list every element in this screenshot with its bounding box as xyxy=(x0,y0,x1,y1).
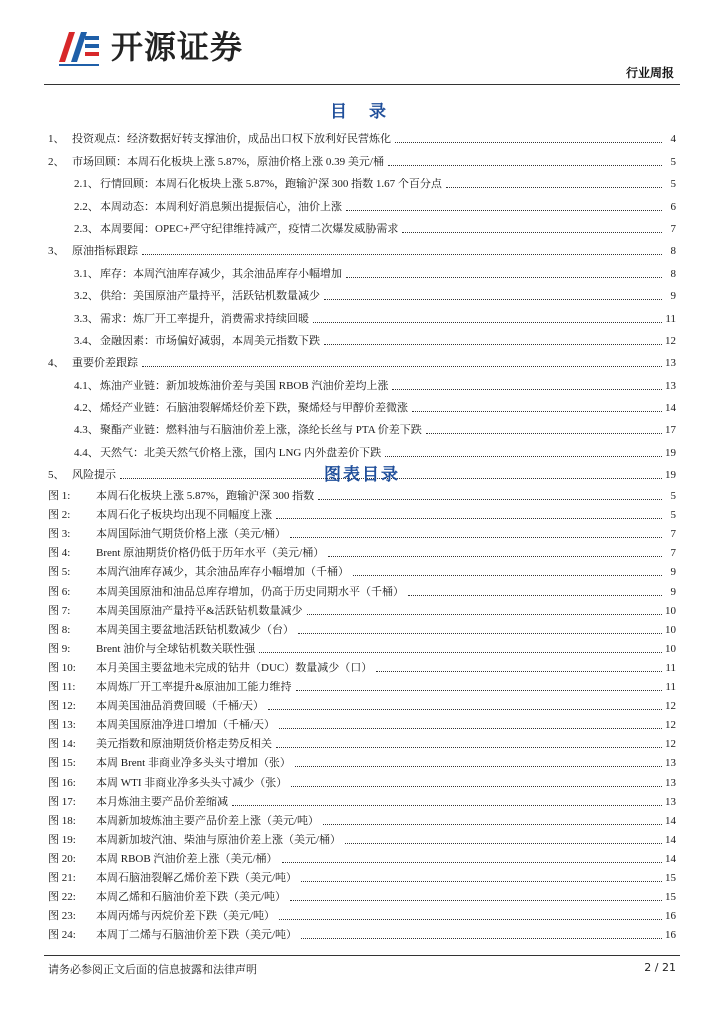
figure-entry[interactable] xyxy=(48,923,676,942)
figure-entry-text: 本周乙烯和石脑油价差下跌（美元/吨） xyxy=(96,891,287,904)
toc-entry-page: 19 xyxy=(665,469,676,482)
toc-entry-leader xyxy=(142,366,662,367)
figure-entry-text: 本周炼厂开工率提升&原油加工能力维持 xyxy=(96,681,292,694)
toc-entry[interactable] xyxy=(48,258,676,280)
figure-entry[interactable] xyxy=(48,770,676,789)
toc-entry-page: 19 xyxy=(665,446,676,459)
figure-entry-number: 图 7: xyxy=(48,604,71,617)
toc-entry-number: 4.3、 xyxy=(74,424,99,437)
figure-entry-text: 本周 RBOB 汽油价差上涨（美元/桶） xyxy=(96,852,278,865)
figure-entry[interactable] xyxy=(48,885,676,904)
toc-entry-page: 9 xyxy=(670,290,676,303)
toc-entry-text: 原油指标跟踪 xyxy=(72,245,138,258)
page-header xyxy=(0,0,724,90)
toc-entry-page: 13 xyxy=(665,357,676,370)
figure-entry-page: 9 xyxy=(670,585,676,598)
figure-entry-text: 本周 Brent 非商业净多头头寸增加（张） xyxy=(96,757,291,770)
toc-entry-number: 3.1、 xyxy=(74,267,99,280)
footer-divider xyxy=(44,955,680,956)
figure-entry-page: 13 xyxy=(665,757,676,770)
figure-entry-leader xyxy=(276,518,662,519)
toc-entry-text: 投资观点：经济数据好转支撑油价，成品出口权下放利好民营炼化 xyxy=(72,133,391,146)
toc-entry-leader xyxy=(346,210,662,211)
figure-entry-leader xyxy=(323,824,662,825)
figure-entry-leader xyxy=(353,575,662,576)
figure-entry[interactable] xyxy=(48,675,676,694)
figure-entry-leader xyxy=(318,499,662,500)
figure-entry-leader xyxy=(290,537,662,538)
figure-entry-leader xyxy=(259,652,662,653)
figure-entry[interactable] xyxy=(48,579,676,598)
figure-entry-leader xyxy=(232,805,662,806)
figure-entry-number: 图 15: xyxy=(48,757,76,770)
figure-entry[interactable] xyxy=(48,694,676,713)
figure-entry-leader xyxy=(301,881,662,882)
figure-entry-text: 本周新加坡汽油、柴油与原油价差上涨（美元/桶） xyxy=(96,833,342,846)
toc-title: 目 录 xyxy=(330,102,394,122)
figure-entry-number: 图 11: xyxy=(48,681,76,694)
figure-entry[interactable] xyxy=(48,790,676,809)
figure-entry-leader xyxy=(298,633,662,634)
figure-entry-page: 9 xyxy=(670,566,676,579)
figure-entry[interactable] xyxy=(48,637,676,656)
figure-entry-text: Brent 原油期货价格仍低于历年水平（美元/桶） xyxy=(96,547,325,560)
figure-entry-text: 本周丙烯与丙烷价差下跌（美元/吨） xyxy=(96,910,276,923)
toc-entry[interactable] xyxy=(48,281,676,303)
toc-entry-page: 12 xyxy=(665,334,676,347)
figure-entry-number: 图 4: xyxy=(48,547,71,560)
figure-entry[interactable] xyxy=(48,599,676,618)
toc-entry-leader xyxy=(395,142,662,143)
figure-list-title: 图表目录 xyxy=(324,465,400,485)
toc-entry-text: 天然气：北美天然气价格上涨，国内 LNG 内外盘差价下跌 xyxy=(100,446,382,459)
figure-entry-number: 图 23: xyxy=(48,910,76,923)
figure-entry-page: 14 xyxy=(665,833,676,846)
figure-entry[interactable] xyxy=(48,656,676,675)
figure-entry-page: 16 xyxy=(665,929,676,942)
figure-entry-number: 图 6: xyxy=(48,585,71,598)
toc-entry-page: 7 xyxy=(670,222,676,235)
toc-entry-leader xyxy=(313,322,662,323)
toc-entry[interactable] xyxy=(48,146,676,168)
figure-entry-page: 12 xyxy=(665,700,676,713)
figure-entry[interactable] xyxy=(48,618,676,637)
toc-entry-number: 4.1、 xyxy=(74,379,99,392)
toc-entry-text: 本周要闻：OPEC+严守纪律维持减产，疫情二次爆发威胁需求 xyxy=(100,222,399,235)
figure-entry[interactable] xyxy=(48,866,676,885)
toc-list xyxy=(48,124,676,482)
report-type-label: 行业周报 xyxy=(625,66,674,80)
toc-entry-leader xyxy=(388,165,662,166)
brand-logo-icon xyxy=(55,22,107,68)
toc-entry[interactable] xyxy=(48,214,676,236)
figure-entry-page: 15 xyxy=(665,871,676,884)
figure-entry-leader xyxy=(307,614,662,615)
toc-entry-number: 4、 xyxy=(48,357,65,370)
figure-entry-text: 本周石化板块上涨 5.87%，跑输沪深 300 指数 xyxy=(96,490,315,503)
toc-entry-page: 8 xyxy=(670,245,676,258)
figure-entry-number: 图 5: xyxy=(48,566,71,579)
toc-entry-page: 17 xyxy=(665,424,676,437)
figure-entry-page: 12 xyxy=(665,738,676,751)
figure-entry-leader xyxy=(345,843,662,844)
toc-entry[interactable] xyxy=(48,415,676,437)
figure-entry-page: 5 xyxy=(670,490,676,503)
figure-entry-page: 11 xyxy=(665,661,676,674)
figure-entry-number: 图 2: xyxy=(48,509,71,522)
toc-entry-leader xyxy=(324,344,662,345)
footer-disclaimer: 请务必参阅正文后面的信息披露和法律声明 xyxy=(48,963,257,976)
figure-entry-leader xyxy=(376,671,662,672)
toc-entry[interactable] xyxy=(48,124,676,146)
figure-entry-text: 本周丁二烯与石脑油价差下跌（美元/吨） xyxy=(96,929,298,942)
toc-entry-page: 8 xyxy=(670,267,676,280)
toc-entry-leader xyxy=(142,254,662,255)
toc-entry-text: 烯烃产业链：石脑油裂解烯烃价差下跌，聚烯烃与甲醇价差微涨 xyxy=(100,402,408,415)
figure-entry[interactable] xyxy=(48,503,676,522)
figure-entry[interactable] xyxy=(48,732,676,751)
figure-entry-leader xyxy=(301,938,662,939)
toc-entry-leader xyxy=(385,456,662,457)
figure-entry[interactable] xyxy=(48,541,676,560)
figure-entry-leader xyxy=(291,786,662,787)
figure-entry-text: 本周汽油库存减少，其余油品库存小幅增加（千桶） xyxy=(96,566,349,579)
toc-entry-text: 供给：美国原油产量持平，活跃钻机数量减少 xyxy=(100,290,320,303)
toc-entry-number: 1、 xyxy=(48,133,65,146)
figure-entry-text: 本月美国主要盆地未完成的钻井（DUC）数量减少（口） xyxy=(96,661,373,674)
toc-entry-number: 3.2、 xyxy=(74,290,99,303)
figure-entry-leader xyxy=(268,709,662,710)
toc-entry[interactable] xyxy=(48,326,676,348)
toc-entry-text: 本周动态：本周利好消息频出提振信心，油价上涨 xyxy=(100,200,342,213)
toc-entry-leader xyxy=(324,299,662,300)
figure-entry-page: 10 xyxy=(665,623,676,636)
figure-entry-number: 图 17: xyxy=(48,795,76,808)
figure-entry-number: 图 13: xyxy=(48,719,76,732)
figure-entry-number: 图 8: xyxy=(48,623,71,636)
toc-entry-text: 库存：本周汽油库存减少，其余油品库存小幅增加 xyxy=(100,267,342,280)
figure-list xyxy=(48,484,676,942)
toc-entry-text: 聚酯产业链：燃料油与石脑油价差上涨，涤纶长丝与 PTA 价差下跌 xyxy=(100,424,422,437)
figure-entry[interactable] xyxy=(48,809,676,828)
figure-entry-page: 10 xyxy=(665,604,676,617)
figure-entry-text: 本周美国主要盆地活跃钻机数减少（台） xyxy=(96,623,294,636)
toc-entry-text: 风险提示 xyxy=(72,469,116,482)
figure-entry-number: 图 20: xyxy=(48,852,76,865)
figure-entry[interactable] xyxy=(48,904,676,923)
toc-entry-leader xyxy=(392,389,662,390)
brand-logo xyxy=(55,20,285,70)
figure-entry-text: 本月炼油主要产品价差缩减 xyxy=(96,795,228,808)
figure-entry-page: 15 xyxy=(665,891,676,904)
figure-entry-text: 本周新加坡炼油主要产品价差上涨（美元/吨） xyxy=(96,814,320,827)
figure-entry-text: 本周 WTI 非商业净多头头寸减少（张） xyxy=(96,776,288,789)
figure-entry-text: 本周国际油气期货价格上涨（美元/桶） xyxy=(96,528,287,541)
toc-entry-number: 4.2、 xyxy=(74,402,99,415)
toc-entry-number: 4.4、 xyxy=(74,446,99,459)
figure-entry-number: 图 19: xyxy=(48,833,76,846)
figure-entry-number: 图 22: xyxy=(48,891,76,904)
toc-entry-number: 3.4、 xyxy=(74,334,99,347)
figure-entry-page: 7 xyxy=(670,528,676,541)
toc-entry-page: 5 xyxy=(670,178,676,191)
toc-entry-leader xyxy=(346,277,662,278)
figure-entry[interactable] xyxy=(48,560,676,579)
figure-entry-number: 图 16: xyxy=(48,776,76,789)
toc-entry-leader xyxy=(426,433,662,434)
figure-entry-text: Brent 油价与全球钻机数关联性强 xyxy=(96,642,256,655)
toc-entry-page: 13 xyxy=(665,379,676,392)
figure-entry-page: 14 xyxy=(665,852,676,865)
header-divider xyxy=(44,84,680,85)
figure-entry-leader xyxy=(279,919,662,920)
figure-entry-text: 本周美国原油和油品总库存增加，仍高于历史同期水平（千桶） xyxy=(96,585,404,598)
figure-entry-page: 12 xyxy=(665,719,676,732)
toc-entry-text: 行情回顾：本周石化板块上涨 5.87%，跑输沪深 300 指数 1.67 个百分点 xyxy=(100,178,442,191)
figure-entry[interactable] xyxy=(48,522,676,541)
figure-entry-page: 7 xyxy=(670,547,676,560)
toc-entry-page: 6 xyxy=(670,200,676,213)
figure-entry-leader xyxy=(408,595,662,596)
figure-entry-leader xyxy=(328,556,662,557)
toc-entry-text: 炼油产业链：新加坡炼油价差与美国 RBOB 汽油价差均上涨 xyxy=(100,379,389,392)
toc-entry[interactable] xyxy=(48,191,676,213)
figure-entry[interactable] xyxy=(48,713,676,732)
figure-entry-text: 本周石脑油裂解乙烯价差下跌（美元/吨） xyxy=(96,871,298,884)
toc-entry-page: 5 xyxy=(670,155,676,168)
figure-entry-page: 5 xyxy=(670,509,676,522)
toc-entry-text: 需求：炼厂开工率提升，消费需求持续回暖 xyxy=(100,312,309,325)
toc-entry-page: 11 xyxy=(665,312,676,325)
toc-entry-number: 2.3、 xyxy=(74,222,99,235)
figure-entry-number: 图 9: xyxy=(48,642,71,655)
toc-entry-leader xyxy=(402,232,662,233)
brand-name: 开源证券 xyxy=(111,28,244,66)
toc-entry[interactable] xyxy=(48,303,676,325)
toc-entry-text: 重要价差跟踪 xyxy=(72,357,138,370)
figure-entry-leader xyxy=(279,728,662,729)
toc-entry[interactable] xyxy=(48,169,676,191)
figure-entry-text: 美元指数和原油期货价格走势反相关 xyxy=(96,738,272,751)
toc-entry[interactable] xyxy=(48,437,676,459)
toc-entry-leader xyxy=(446,187,662,188)
figure-entry-text: 本周石化子板块均出现不同幅度上涨 xyxy=(96,509,272,522)
toc-entry-number: 3.3、 xyxy=(74,312,99,325)
figure-entry-number: 图 12: xyxy=(48,700,76,713)
toc-entry-text: 金融因素：市场偏好减弱，本周美元指数下跌 xyxy=(100,334,320,347)
figure-entry-number: 图 3: xyxy=(48,528,71,541)
figure-entry-number: 图 1: xyxy=(48,490,71,503)
toc-entry-leader xyxy=(412,411,662,412)
figure-entry-leader xyxy=(295,766,662,767)
figure-entry[interactable] xyxy=(48,751,676,770)
toc-entry[interactable] xyxy=(48,393,676,415)
toc-entry-page: 4 xyxy=(670,133,676,146)
figure-entry-page: 11 xyxy=(665,681,676,694)
figure-entry-page: 14 xyxy=(665,814,676,827)
figure-entry-number: 图 21: xyxy=(48,871,76,884)
figure-entry-leader xyxy=(290,900,662,901)
toc-entry[interactable] xyxy=(48,370,676,392)
toc-entry-number: 2、 xyxy=(48,155,65,168)
figure-entry[interactable] xyxy=(48,847,676,866)
figure-entry-number: 图 14: xyxy=(48,738,76,751)
figure-entry-page: 13 xyxy=(665,776,676,789)
toc-entry-number: 2.1、 xyxy=(74,178,99,191)
figure-entry-number: 图 24: xyxy=(48,929,76,942)
figure-entry-leader xyxy=(282,862,662,863)
figure-entry-leader xyxy=(276,747,662,748)
figure-entry-text: 本周美国原油净进口增加（千桶/天） xyxy=(96,719,276,732)
page-number: 2 / 21 xyxy=(644,961,676,974)
toc-entry-number: 3、 xyxy=(48,245,65,258)
figure-entry[interactable] xyxy=(48,828,676,847)
toc-entry[interactable] xyxy=(48,348,676,370)
figure-entry-number: 图 18: xyxy=(48,814,76,827)
figure-entry-leader xyxy=(296,690,662,691)
figure-entry-text: 本周美国原油产量持平&活跃钻机数量减少 xyxy=(96,604,303,617)
figure-entry-text: 本周美国油品消费回暖（千桶/天） xyxy=(96,700,265,713)
figure-entry-page: 10 xyxy=(665,642,676,655)
toc-entry-text: 市场回顾：本周石化板块上涨 5.87%，原油价格上涨 0.39 美元/桶 xyxy=(72,155,384,168)
toc-entry[interactable] xyxy=(48,236,676,258)
figure-entry-page: 16 xyxy=(665,910,676,923)
toc-entry-page: 14 xyxy=(665,402,676,415)
toc-entry-number: 2.2、 xyxy=(74,200,99,213)
figure-entry-number: 图 10: xyxy=(48,661,76,674)
toc-entry-number: 5、 xyxy=(48,469,65,482)
figure-entry[interactable] xyxy=(48,484,676,503)
figure-entry-page: 13 xyxy=(665,795,676,808)
